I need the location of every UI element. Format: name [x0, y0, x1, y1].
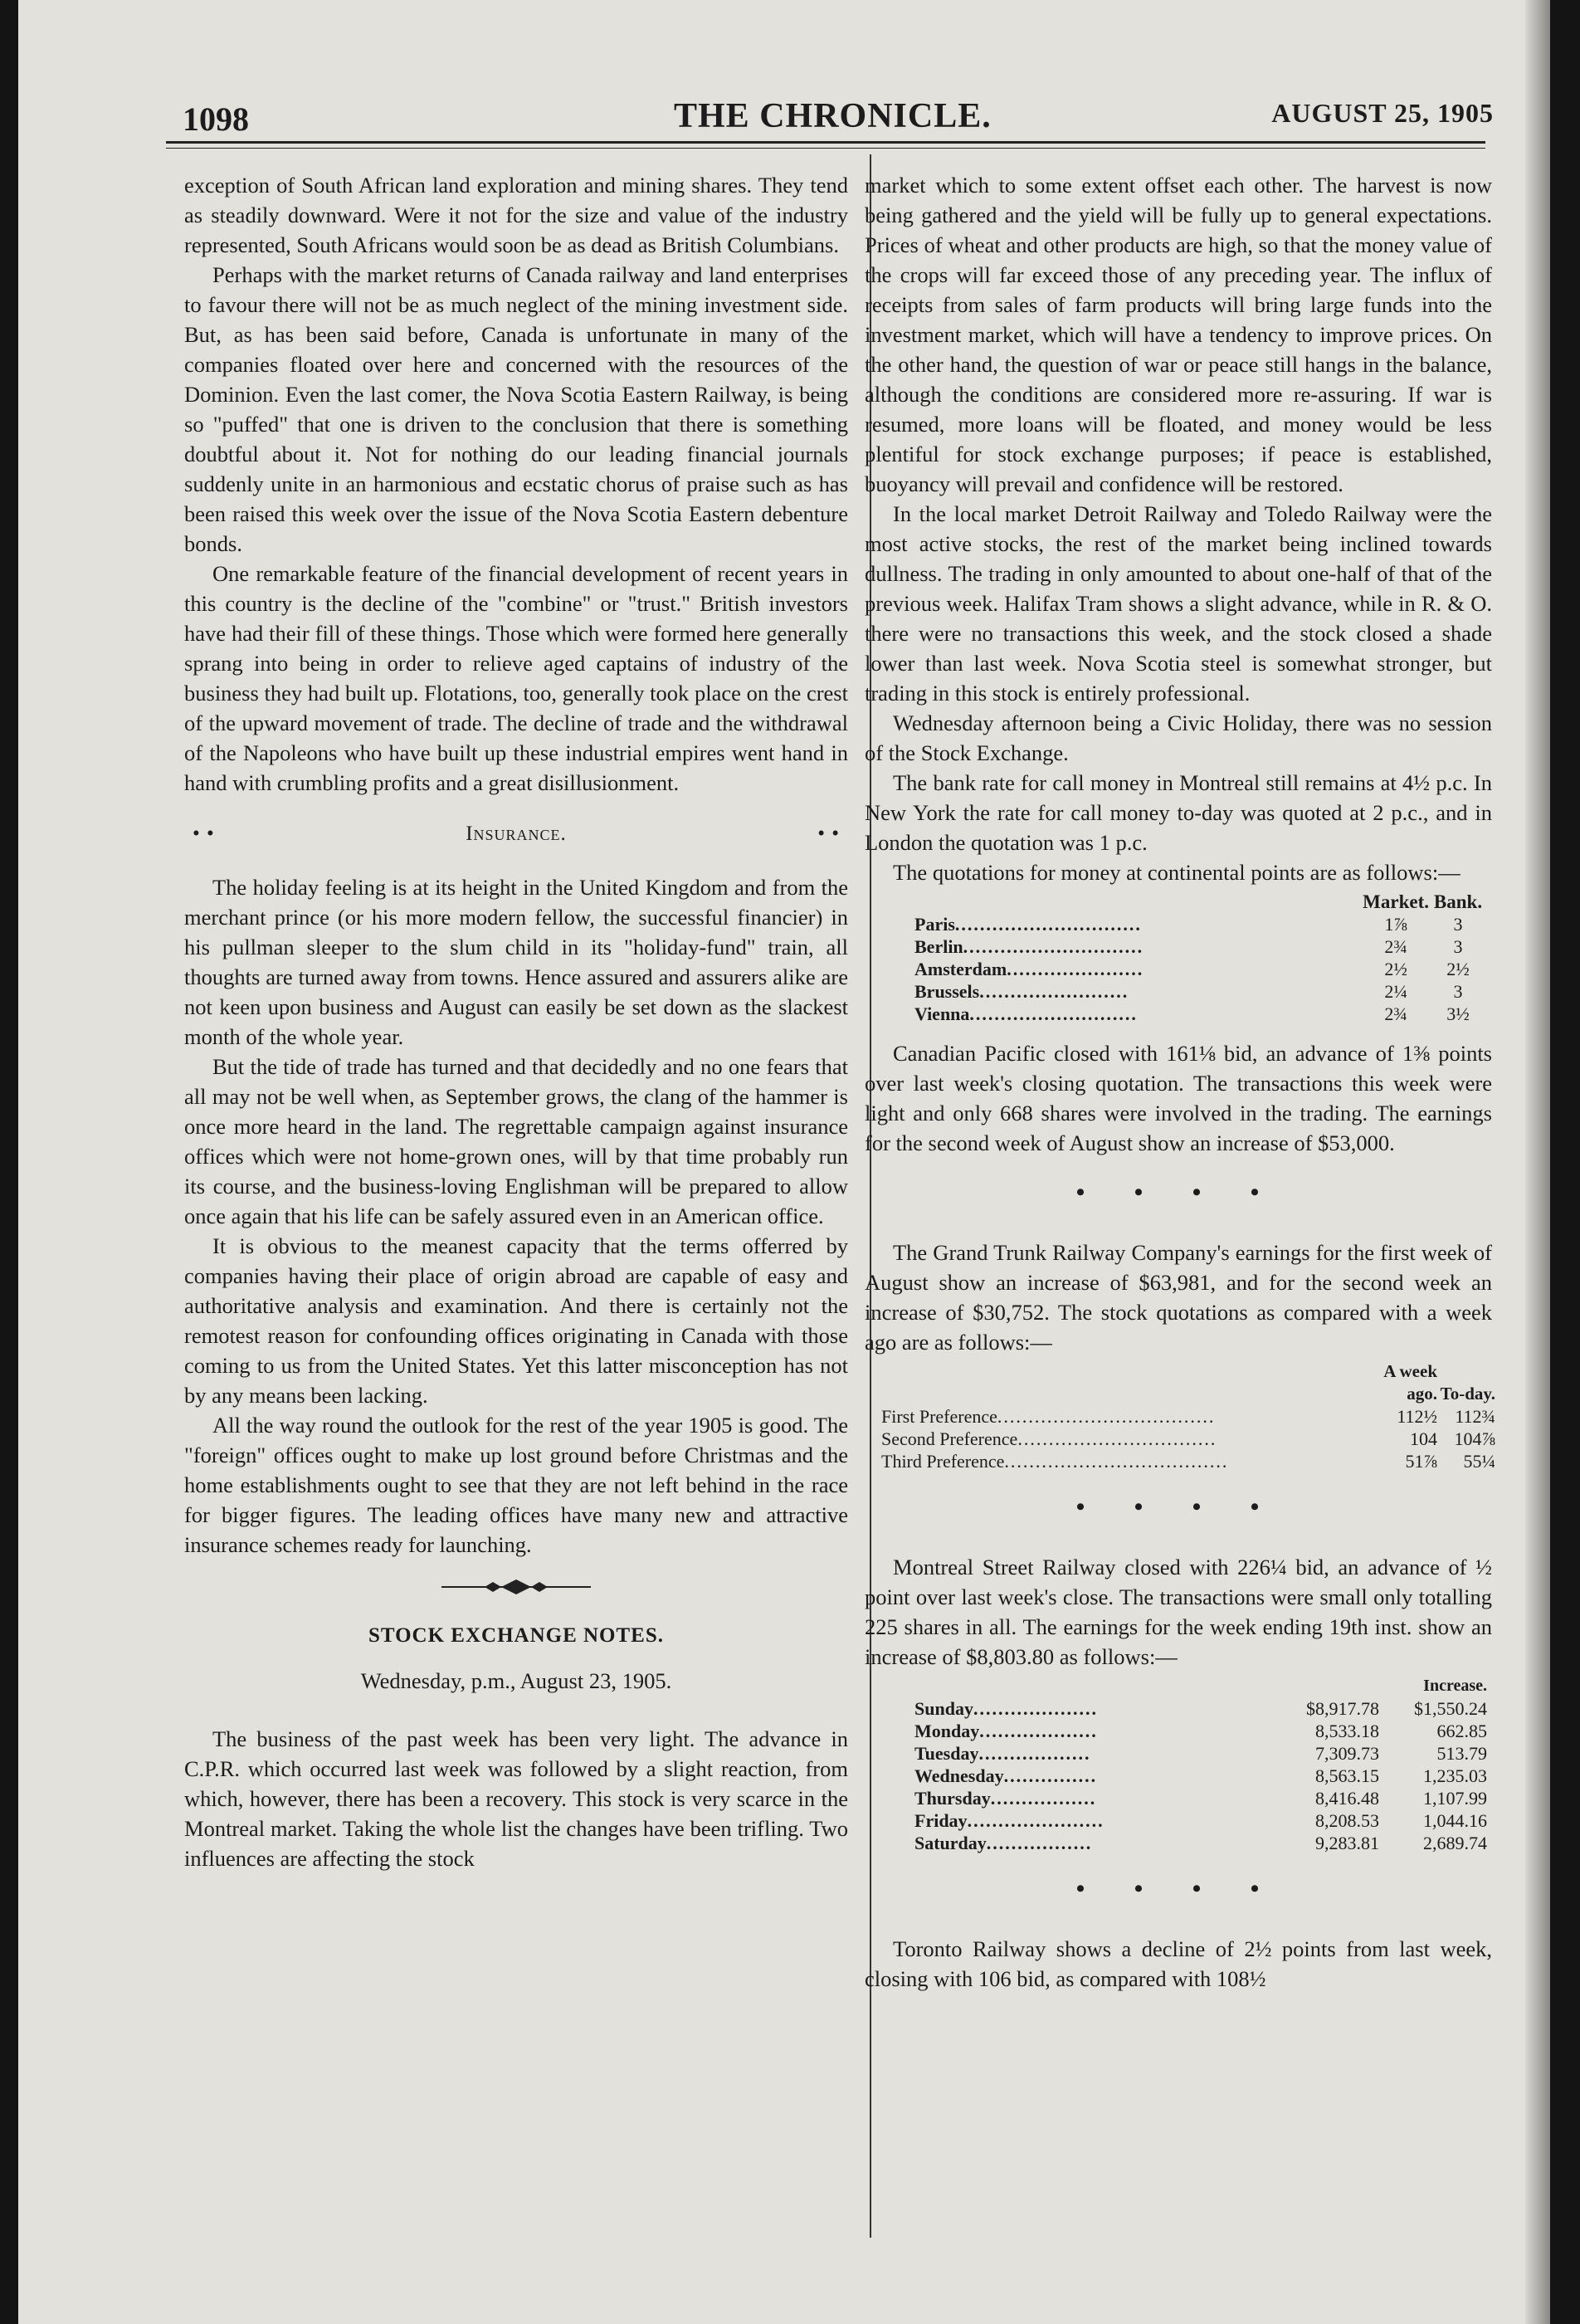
- right-column: [865, 170, 1495, 1994]
- issue-date: AUGUST 25, 1905: [1271, 98, 1494, 128]
- heading-dots-right-icon: • •: [817, 823, 840, 845]
- separator-dots-icon: • • • •: [1075, 1875, 1281, 1902]
- paragraph: market which to some extent offset each other. The harvest is now being gathered and the yield will be fully up to general expectations. Prices of wheat and other products are high, so that the money value of the crops will far exceed those of any preceding year. The influx of receipts from sales of farm products will bring large funds into the investment market, which will have a tendency to improve prices. On the other hand, the question of war or peace still hangs in the balance, although the conditions are considered more re-assuring. If war is resumed, more loans will be floated, and money would be less plentiful for stock exchange purposes; if peace is established, buoyancy will prevail and confidence will be restored.: [865, 173, 1492, 496]
- column-header: To-day.: [1440, 1384, 1495, 1404]
- heading-dots-left-icon: • •: [193, 823, 215, 845]
- page-header: [166, 93, 1494, 143]
- money-rates-table: [914, 891, 1487, 1025]
- page-number: 1098: [183, 100, 249, 138]
- paragraph: The Grand Trunk Railway Company's earnings for the first week of August show an increase of $63,981, and for the second week an increase of $30,752. The stock quotations as compared with a week ago are as follows:—: [865, 1240, 1492, 1355]
- table-row: Wednesday............... 8,563.15 1,235.03: [914, 1765, 1487, 1786]
- paragraph: All the way round the outlook for the rest of the year 1905 is good. The "foreign" offices ought to make up lost ground before Christmas and the home establishments ought to see that they are not left behind in the race for bigger figures. The leading offices have many new and attractive insurance schemes ready for launching.: [184, 1413, 848, 1557]
- separator-dots-icon: • • • •: [1075, 1179, 1281, 1206]
- header-rule-thick: [166, 141, 1485, 144]
- scan-gutter-shadow: [1525, 0, 1550, 2324]
- insurance-heading: • • Insurance. • •: [184, 819, 848, 849]
- paragraph: But the tide of trade has turned and that decidedly and no one fears that all may not be well when, as September grows, the clang of the hammer is once more heard in the land. The regrettable campaign against insurance offices which were not home-grown ones, will by that time probably run its course, and the business-loving Englishman will be prepared to allow once again that his life can be safely assured even in an American office.: [184, 1054, 848, 1228]
- table-row: Saturday................. 9,283.81 2,689.74: [914, 1833, 1487, 1853]
- paragraph: It is obvious to the meanest capacity that the terms offerred by companies having their place of origin abroad are capable of easy and authoritative analysis and examination. And there is certainly not the remotest reason for confounding offices originating in Canada with those coming to us from the United States. Yet this latter misconception has not by any means been lacking.: [184, 1233, 848, 1408]
- dateline: Wednesday, p.m., August 23, 1905.: [360, 1668, 672, 1693]
- table-row: First Preference................................... 112½ 112¾: [881, 1406, 1495, 1427]
- separator-dots-icon: • • • •: [1075, 1493, 1281, 1521]
- section-ornament-icon: [441, 1578, 591, 1596]
- scan-edge-right: [1550, 0, 1580, 2324]
- paragraph: Montreal Street Railway closed with 226¼ bid, an advance of ½ point over last week's close. The transactions were small only totalling 225 shares in all. The earnings for the week ending 19th inst. show an increase of $8,803.80 as follows:—: [865, 1555, 1492, 1669]
- left-column: [184, 170, 848, 1873]
- grand-trunk-table: [881, 1360, 1495, 1472]
- table-header-row: [881, 1360, 1495, 1405]
- masthead-title: THE CHRONICLE.: [674, 97, 992, 135]
- table-row: Sunday.................... $8,917.78 $1,550.24: [914, 1698, 1487, 1719]
- stock-exchange-heading: STOCK EXCHANGE NOTES.: [368, 1624, 665, 1647]
- table-header-row: [914, 1675, 1487, 1697]
- paragraph: One remarkable feature of the financial development of recent years in this country is the decline of the "combine" or "trust." British investors have had their fill of these things. Those which were formed here generally sprang into being in order to relieve aged captains of industry of the business they had built up. Flotations, too, generally took place on the crest of the upward movement of trade. The decline of trade and the withdrawal of the Napoleons who have built up these industrial empires went hand in hand with crumbling profits and a great disillusionment.: [184, 561, 848, 795]
- table-header-row: [914, 891, 1487, 913]
- column-header: Bank.: [1433, 891, 1483, 912]
- table-row: Amsterdam...................... 2½ 2½: [914, 959, 1470, 979]
- table-row: Third Preference.................................... 51⅞ 55¼: [881, 1451, 1495, 1472]
- paragraph: Wednesday afternoon being a Civic Holiday, there was no session of the Stock Exchange.: [865, 710, 1492, 765]
- paragraph: Canadian Pacific closed with 161⅛ bid, an advance of 1⅜ points over last week's closing quotation. The transactions this week were light and only 668 shares were involved in the trading. The earnings for the second week of August show an increase of $53,000.: [865, 1041, 1492, 1155]
- table-row: Tuesday.................. 7,309.73 513.79: [914, 1743, 1487, 1764]
- paragraph: Toronto Railway shows a decline of 2½ points from last week, closing with 106 bid, as compared with 108½: [865, 1936, 1492, 1991]
- paragraph: The business of the past week has been very light. The advance in C.P.R. which occurred last week was followed by a slight reaction, from which, however, there has been a recovery. This stock is very scarce in the Montreal market. Taking the whole list the changes have been trifling. Two influences are affecting the stock: [184, 1726, 848, 1871]
- paragraph: The bank rate for call money in Montreal still remains at 4½ p.c. In New York the rate for call money to-day was quoted at 2 p.c., and in London the quotation was 1 p.c.: [865, 770, 1492, 855]
- table-row: Friday...................... 8,208.53 1,044.16: [914, 1810, 1487, 1831]
- paragraph: Perhaps with the market returns of Canada railway and land enterprises to favour there will not be as much neglect of the mining investment side. But, as has been said before, Canada is unfortunate in many of the companies floated over here and concerned with the resources of the Dominion. Even the last comer, the Nova Scotia Eastern Railway, is being so "puffed" that one is driven to the conclusion that there is something doubtful about it. Not for nothing do our leading financial journals suddenly unite in an harmonious and ecstatic chorus of praise such as has been raised this week over the issue of the Nova Scotia Eastern debenture bonds.: [184, 262, 848, 556]
- earnings-table: [914, 1675, 1487, 1854]
- table-row: Monday................... 8,533.18 662.85: [914, 1721, 1487, 1741]
- header-rule-thin: [166, 148, 1485, 149]
- table-row: Thursday................. 8,416.48 1,107.99: [914, 1788, 1487, 1809]
- column-header: Increase.: [1423, 1677, 1487, 1695]
- table-row: Vienna........................... 2¾ 3½: [914, 1003, 1470, 1024]
- paragraph: The holiday feeling is at its height in the United Kingdom and from the merchant prince (or his more modern fellow, the successful financier) in his pullman sleeper to the slum child in its "holiday-fund" train, all thoughts are turned away from towns. Hence assured and assurers alike are not keen upon business and August can easily be set down as the slackest month of the whole year.: [184, 875, 848, 1049]
- table-row: Paris.............................. 1⅞ 3: [914, 914, 1463, 935]
- table-row: Second Preference................................ 104 104⅞: [881, 1428, 1495, 1449]
- paragraph: exception of South African land exploration and mining shares. They tend as steadily downward. Were it not for the size and value of the industry represented, South Africans would soon be as dead as British Columbians.: [184, 173, 848, 257]
- paragraph: The quotations for money at continental points are as follows:—: [893, 860, 1461, 885]
- table-row: Berlin............................. 2¾ 3: [914, 936, 1463, 957]
- paragraph: In the local market Detroit Railway and Toledo Railway were the most active stocks, the rest of the market being inclined towards dullness. The trading in only amounted to about one-half of that of the previous week. Halifax Tram shows a slight advance, while in R. & O. there were no transactions this week, and the stock closed a shade lower than last week. Nova Scotia steel is somewhat stronger, but trading in this stock is entirely professional.: [865, 501, 1492, 706]
- column-header: Market.: [1363, 891, 1429, 912]
- table-row: Brussels........................ 2¼ 3: [914, 981, 1463, 1002]
- scan-edge-left: [0, 0, 18, 2324]
- column-header: A week ago.: [1383, 1361, 1437, 1404]
